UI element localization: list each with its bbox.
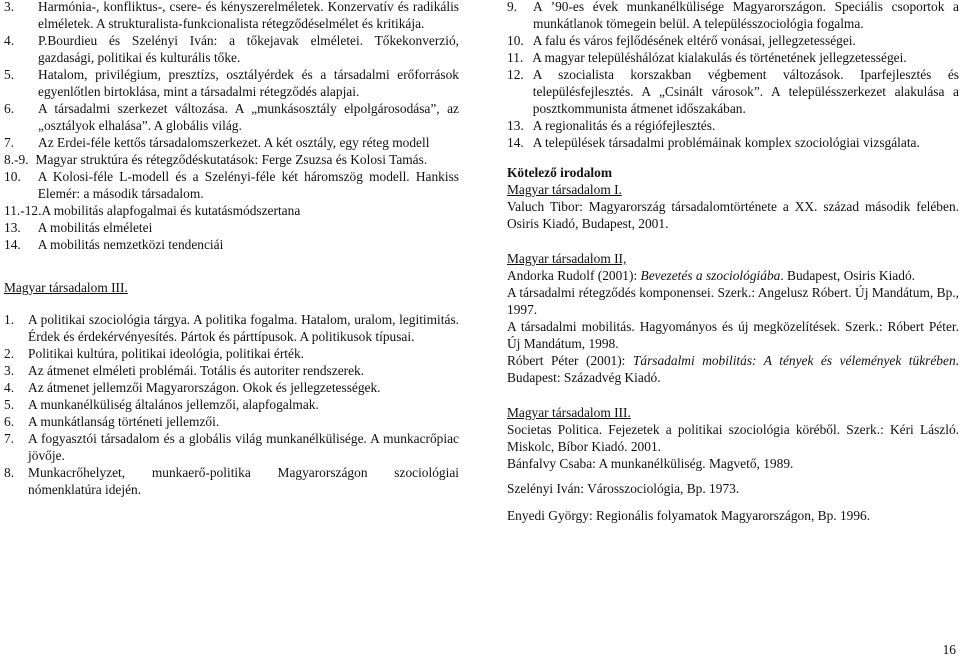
item-text: Magyar struktúra és rétegződéskutatások: Ferge Zsuzsa és Kolosi Tamás.: [35, 152, 428, 167]
item-number: 6.: [4, 101, 15, 116]
item-number: 9.: [507, 0, 518, 14]
bibliography-entry: Bánfalvy Csaba: A munkanélküliség. Magvető, 1989.: [507, 456, 794, 471]
item-number: 5.: [4, 397, 15, 412]
topic-list-c: [507, 0, 959, 151]
section-heading-mt1: Magyar társadalom I.: [507, 182, 622, 197]
item-number: 3.: [4, 363, 15, 378]
item-number: 8.: [4, 465, 15, 480]
list-item: [4, 32, 459, 66]
bibliography-entry: Societas Politica. Fejezetek a politikai szociológia köréből. Szerk.: Kéri László. Miskolc, Bíbor Kiadó. 2001.: [507, 422, 959, 454]
item-text: A politikai szociológia tárgya. A politika fogalma. Hatalom, uralom, legitimitás. Érdek és érdekérvényesítés. Pártok és párttípusok. A politikusok típusai.: [28, 312, 459, 344]
item-text: A fogyasztói társadalom és a globális világ munkanélkülisége. A munkacrőpiac jövője.: [28, 431, 459, 463]
bibliography-entry: Valuch Tibor: Magyarország társadalomtörténete a XX. század második felében. Osiris Kiadó, Budapest, 2001.: [507, 199, 959, 231]
item-text: A regionalitás és a régiófejlesztés.: [532, 118, 716, 133]
item-number: 8.-9.: [4, 152, 29, 167]
item-text: Munkacrőhelyzet, munkaerő-politika Magyarországon szociológiai nómenklatúra idején.: [28, 465, 459, 497]
item-number: 7.: [4, 431, 15, 446]
list-item: [507, 49, 959, 66]
item-number: 12.: [507, 67, 524, 82]
list-item: [4, 464, 459, 498]
list-item: [4, 151, 459, 168]
item-text: Politikai kultúra, politikai ideológia, politikai érték.: [28, 346, 304, 361]
list-item: [4, 311, 459, 345]
item-number: 10.: [4, 169, 21, 184]
item-number: 13.: [507, 118, 524, 133]
item-text: Az Erdei-féle kettős társadalomszerkezet. A két osztály, egy réteg modell: [38, 135, 430, 150]
item-text: A magyar településhálózat kialakulás és történetének jellegzetességei.: [532, 50, 907, 65]
list-item: [507, 32, 959, 49]
section-heading-mt2: Magyar társadalom II,: [507, 251, 627, 266]
item-number: 13.: [4, 220, 21, 235]
required-reading-title: Kötelező irodalom: [507, 165, 612, 180]
list-item: [4, 168, 459, 202]
list-item: [507, 66, 959, 117]
item-number: 6.: [4, 414, 15, 429]
list-item: [507, 0, 959, 32]
bibliography-entry: Andorka Rudolf (2001): Bevezetés a szociológiába. Budapest, Osiris Kiadó.: [507, 268, 915, 283]
item-number: 1.: [4, 312, 15, 327]
list-item: [4, 202, 459, 219]
item-text: Az átmenet elméleti problémái. Totális és autoriter rendszerek.: [28, 363, 365, 378]
item-number: 5.: [4, 67, 15, 82]
section-heading-mt3: Magyar társadalom III.: [4, 280, 128, 295]
list-item: [4, 345, 459, 362]
section-heading-mt3-reading: Magyar társadalom III.: [507, 405, 631, 420]
item-text: A szocialista korszakban végbement változások. Iparfejlesztés és településfejlesztés. A „Csinált városok”. A településszerkezet alakulása a posztkommunista átmenet időszakában.: [532, 67, 959, 116]
item-text: A mobilitás elméletei: [37, 220, 153, 235]
item-text: Az átmenet jellemzői Magyarországon. Okok és jellegzetességek.: [28, 380, 381, 395]
page-number: 16: [942, 642, 956, 657]
item-text: A ’90-es évek munkanélkülisége Magyarországon. Speciális csoportok a munkátlanok tömegein belül. A településszociológia fogalma.: [533, 0, 959, 31]
item-number: 2.: [4, 346, 15, 361]
topic-list-a: [4, 0, 459, 253]
item-number: 11.: [507, 50, 524, 65]
list-item: [4, 396, 459, 413]
item-text: P.Bourdieu és Szelényi Iván: a tőkejavak elméletei. Tőkekonverzió, gazdasági, politikai és kulturális tőke.: [38, 33, 459, 65]
list-item: [4, 100, 459, 134]
item-text: A munkátlanság történeti jellemzői.: [28, 414, 220, 429]
bibliography-entry: Róbert Péter (2001): Társadalmi mobilitás: A tények és vélemények tükrében. Budapest: Századvég Kiadó.: [507, 353, 960, 385]
item-number: 14.: [4, 237, 21, 252]
list-item: [4, 236, 459, 253]
list-item: [4, 0, 459, 32]
bibliography-entry: Szelényi Iván: Városszociológia, Bp. 1973.: [507, 481, 740, 496]
item-text: Hatalom, privilégium, presztízs, osztályérdek és a társadalmi erőforrások egyenlőtlen birtoklása, mint a társadalmi rétegződés alapjai.: [38, 67, 459, 99]
topic-list-b: [4, 311, 459, 498]
list-item: [507, 117, 959, 134]
list-item: [4, 362, 459, 379]
bibliography-entry: A társadalmi mobilitás. Hagyományos és új megközelítések. Szerk.: Róbert Péter. Új Mandátum, 1998.: [507, 319, 959, 351]
bibliography-entry: Enyedi György: Regionális folyamatok Magyarországon, Bp. 1996.: [507, 508, 871, 523]
list-item: [4, 413, 459, 430]
list-item: [4, 379, 459, 396]
left-column: [4, 0, 459, 498]
item-text: Harmónia-, konfliktus-, csere- és kényszerelméletek. Konzervatív és radikális elméletek. A strukturalista-funkcionalista rétegződéselmélet és kritikája.: [38, 0, 459, 31]
item-number: 4.: [4, 380, 15, 395]
item-text: A települések társadalmi problémáinak komplex szociológiai vizsgálata.: [532, 135, 920, 150]
list-item: [4, 134, 459, 151]
item-number: 14.: [507, 135, 524, 150]
item-text: A munkanélküliség általános jellemzői, alapfogalmak.: [28, 397, 319, 412]
item-number: 7.: [4, 135, 15, 150]
item-number: 3.: [4, 0, 15, 14]
item-text: A falu és város fejlődésének eltérő vonásai, jellegzetességei.: [532, 33, 856, 48]
list-item: [4, 219, 459, 236]
item-text: A Kolosi-féle L-modell és a Szelényi-féle két háromszög modell. Hankiss Elemér: a második társadalom.: [37, 169, 459, 201]
item-text: A társadalmi szerkezet változása. A „munkásosztály elpolgárosodása”, az „osztályok elhalása”. A globális világ.: [38, 101, 459, 133]
list-item: [507, 134, 959, 151]
item-number: 10.: [507, 33, 524, 48]
right-column: [507, 0, 959, 524]
item-number: 4.: [4, 33, 15, 48]
list-item: [4, 66, 459, 100]
bibliography-entry: A társadalmi rétegződés komponensei. Szerk.: Angelusz Róbert. Új Mandátum, Bp., 1997.: [507, 285, 959, 317]
list-item: [4, 430, 459, 464]
item-text: A mobilitás nemzetközi tendenciái: [37, 237, 224, 252]
item-number: 11.-12.: [4, 203, 42, 218]
item-text: A mobilitás alapfogalmai és kutatásmódszertana: [41, 203, 301, 218]
